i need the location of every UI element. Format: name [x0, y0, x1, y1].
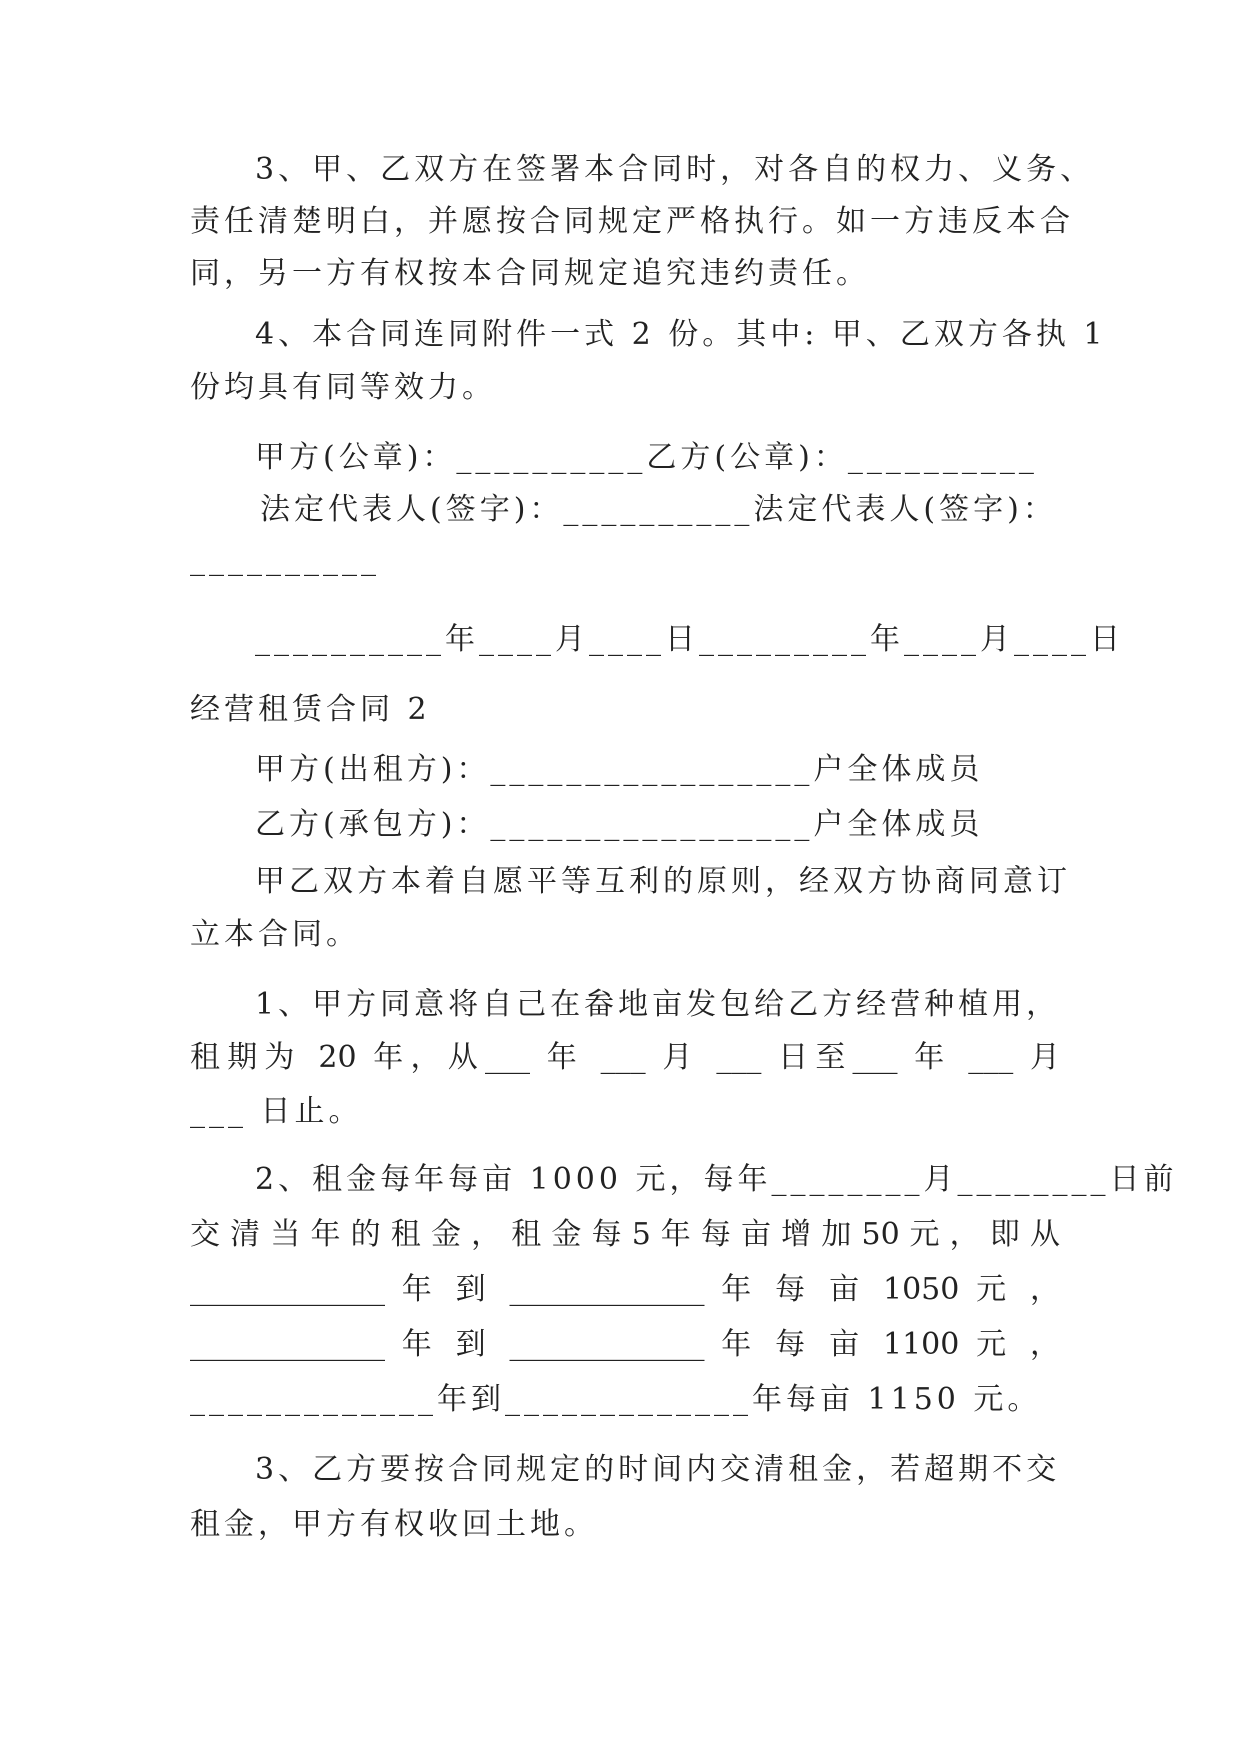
clause-2-line-4: _____________ 年 到 _____________ 年 每 亩 1100 元 ，	[190, 1327, 1060, 1362]
clause-3-line-1: 3、甲、乙双方在签署本合同时，对各自的权力、义务、	[255, 152, 1095, 187]
intro-line-1: 甲乙双方本着自愿平等互利的原则，经双方协商同意订	[255, 864, 1071, 899]
clause-2-line-1: 2、租金每年每亩 1000 元，每年________月________日前	[255, 1162, 1178, 1197]
legal-rep-line: 法定代表人(签字)：__________法定代表人(签字)：	[260, 492, 1057, 527]
contract-2-title: 经营租赁合同 2	[190, 692, 431, 727]
clause-1-line-1: 1、甲方同意将自己在畚地亩发包给乙方经营种植用，	[255, 987, 1061, 1022]
party-a-b-seal-line: 甲方(公章)：__________乙方(公章)：__________	[255, 440, 1038, 475]
lessor-line: 甲方(出租方)：_________________户全体成员	[255, 752, 984, 787]
clause-1-line-2: 租期为 20 年，从___ 年 ___ 月 ___ 日至___ 年 ___ 月	[190, 1040, 1060, 1075]
clause-1-line-3: ___ 日止。	[190, 1094, 363, 1129]
clause-4-line-1: 4、本合同连同附件一式 2 份。其中: 甲、乙双方各执 1	[255, 317, 1107, 352]
clause-3-second-line-2: 租金，甲方有权收回土地。	[190, 1507, 598, 1542]
clause-3-second-line-1: 3、乙方要按合同规定的时间内交清租金，若超期不交	[255, 1452, 1061, 1487]
date-line: __________年____月____日_________年____月____日	[255, 622, 1124, 657]
clause-2-line-2: 交 清 当 年 的 租 金 ， 租 金 每 5 年 每 亩 增 加 50 元 ， 即 从	[190, 1217, 1060, 1252]
lessee-line: 乙方(承包方)：_________________户全体成员	[255, 807, 984, 842]
intro-line-2: 立本合同。	[190, 917, 360, 952]
clause-2-line-3: _____________ 年 到 _____________ 年 每 亩 1050 元 ，	[190, 1272, 1060, 1307]
legal-rep-blank: __________	[190, 542, 380, 577]
clause-3-line-3: 同，另一方有权按本合同规定追究违约责任。	[190, 256, 870, 291]
clause-3-line-2: 责任清楚明白，并愿按合同规定严格执行。如一方违反本合	[190, 204, 1074, 239]
clause-4-line-2: 份均具有同等效力。	[190, 370, 496, 405]
clause-2-line-5: _____________年到_____________年每亩 1150 元。	[190, 1382, 1042, 1417]
